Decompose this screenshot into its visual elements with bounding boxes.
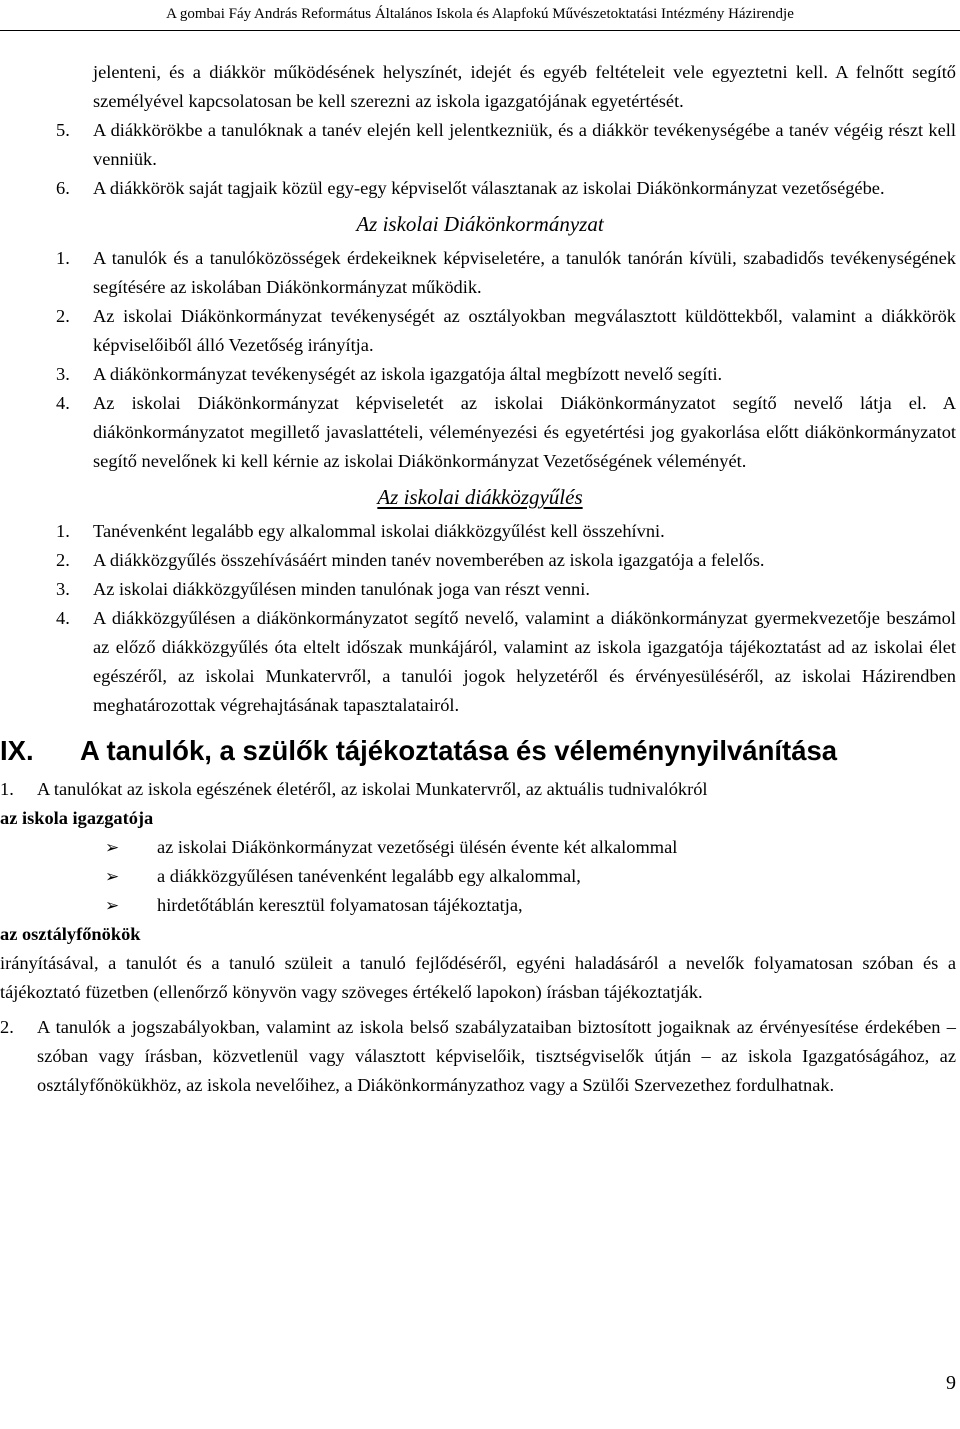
list-item-number: 4.: [56, 393, 70, 413]
list-item-number: 5.: [56, 120, 70, 140]
list-item: [0, 389, 960, 476]
chapter-number: IX.: [0, 735, 34, 766]
list-item: [0, 1013, 960, 1100]
list-item-text: A diákkörök saját tagjaik közül egy-egy képviselőt választanak az iskolai Diákönkormányzat vezetőségébe.: [93, 178, 885, 198]
list-item-text: A diákkörökbe a tanulóknak a tanév elején kell jelentkezniük, és a diákkör tevékenységébe a tanév végéig részt kell venniük.: [93, 120, 956, 169]
list-item-number: 1.: [56, 521, 70, 541]
list-item-number: 3.: [56, 364, 70, 384]
list-item: [0, 116, 960, 174]
page-header: [0, 0, 960, 31]
arrowhead-bullet-icon: ➢: [105, 867, 120, 886]
list-item-number: 4.: [56, 608, 70, 628]
list-item-number: 1.: [56, 248, 70, 268]
arrowhead-bullet-icon: ➢: [105, 838, 120, 857]
list-item-number: 6.: [56, 178, 70, 198]
list-item-text: A diákközgyűlés összehívásáért minden tanév novemberében az iskola igazgatója a felelős.: [93, 550, 765, 570]
bullet-item: [0, 862, 960, 891]
list-item-text: Az iskolai Diákönkormányzat tevékenységét az osztályokban megválasztott küldöttekből, valamint a diákkörök képviselőiből álló Vezetőség irányítja.: [93, 306, 956, 355]
arrowhead-bullet-icon: ➢: [105, 896, 120, 915]
document-title: A gombai Fáy András Református Általános Iskola és Alapfokú Művészetoktatási Intézmény Házirendje: [166, 6, 794, 22]
page-content: [0, 58, 960, 1100]
list-item-text: A tanulók a jogszabályokban, valamint az iskola belső szabályzataiban biztosított jogaiknak az érvényesítése érdekében – szóban vagy írásban, közvetlenül vagy választott képviselőik, tisztségviselők útján – az iskola Igazgatóságához, az osztályfőnökükhöz, az iskola nevelőihez, a Diákönkormányzathoz vagy a Szülői Szervezethez fordulhatnak.: [37, 1017, 956, 1095]
principal-label: az iskola igazgatója: [0, 808, 154, 828]
list-item-text: Az iskolai Diákönkormányzat képviseletét az iskolai Diákönkormányzatot segítő nevelő látja el. A diákönkormányzatot megillető javaslattételi, véleményezési és egyetértési jog gyakorlása előtt diákönkormányzatot segítő nevelőnek ki kell kérnie az iskolai Diákönkormányzat Vezetőségének véleményét.: [93, 393, 956, 471]
list-item-text: Az iskolai diákközgyűlésen minden tanulónak joga van részt venni.: [93, 579, 590, 599]
list-item: [0, 174, 960, 203]
bullet-text: az iskolai Diákönkormányzat vezetőségi ülésén évente két alkalommal: [157, 837, 678, 857]
list-item: [0, 244, 960, 302]
bullet-text: hirdetőtáblán keresztül folyamatosan tájékoztatja,: [157, 895, 523, 915]
chapter-heading: [0, 733, 960, 769]
bullet-item: [0, 833, 960, 862]
section-heading-diakonkormanyzat: Az iskolai Diákönkormányzat: [356, 212, 604, 236]
teachers-label: az osztályfőnökök: [0, 924, 141, 944]
list-item-text: A diákönkormányzat tevékenységét az iskola igazgatója által megbízott nevelő segíti.: [93, 364, 723, 384]
list-item-number: 2.: [56, 550, 70, 570]
list-item: [0, 546, 960, 575]
teachers-paragraph: irányításával, a tanulót és a tanuló szüleit a tanuló fejlődéséről, egyéni haladásáról a nevelők folyamatosan szóban és a tájékoztató füzetben (ellenőrző könyvön vagy szöveges értékelő lapokon) írásban tájékoztatják.: [0, 953, 956, 1002]
list-item-number: 2.: [56, 306, 70, 326]
paragraph-continuation: jelenteni, és a diákkör működésének helyszínét, idejét és egyéb feltételeit vele egyeztetni kell. A felnőtt segítő személyével kapcsolatosan be kell szerezni az iskola igazgatójának egyetértését.: [93, 62, 956, 111]
list-item: [0, 360, 960, 389]
list-item-number: 2.: [0, 1017, 14, 1037]
bullet-item: [0, 891, 960, 920]
bullet-text: a diákközgyűlésen tanévenként legalább egy alkalommal,: [157, 866, 581, 886]
list-item-number: 3.: [56, 579, 70, 599]
list-item: [0, 775, 960, 804]
list-item-text: A tanulók és a tanulóközösségek érdekeiknek képviseletére, a tanulók tanórán kívüli, szabadidős tevékenységének segítésére az iskolában Diákönkormányzat működik.: [93, 248, 956, 297]
list-item-text: A tanulókat az iskola egészének életéről, az iskolai Munkatervről, az aktuális tudnivalókról: [37, 779, 708, 799]
chapter-title: A tanulók, a szülők tájékoztatása és véleménynyilvánítása: [80, 735, 838, 766]
list-item: [0, 604, 960, 720]
list-item: [0, 517, 960, 546]
page-number: 9: [946, 1372, 956, 1394]
list-item-text: A diákközgyűlésen a diákönkormányzatot segítő nevelő, valamint a diákönkormányzat gyermekvezetője beszámol az előző diákközgyűlés óta eltelt időszak munkájáról, valamint az iskola igazgatója tájékoztatást ad az iskolai élet egészéről, az iskolai Munkatervről, a tanulói jogok helyzetéről és érvényesüléséről, az iskolai Házirendben meghatározottak végrehajtásának tapasztalatairól.: [93, 608, 956, 715]
list-item: [0, 302, 960, 360]
section-heading-diakkozgyules: Az iskolai diákközgyűlés: [377, 485, 583, 509]
list-item-number: 1.: [0, 779, 14, 799]
list-item: [0, 575, 960, 604]
list-item-text: Tanévenként legalább egy alkalommal iskolai diákközgyűlést kell összehívni.: [93, 521, 665, 541]
